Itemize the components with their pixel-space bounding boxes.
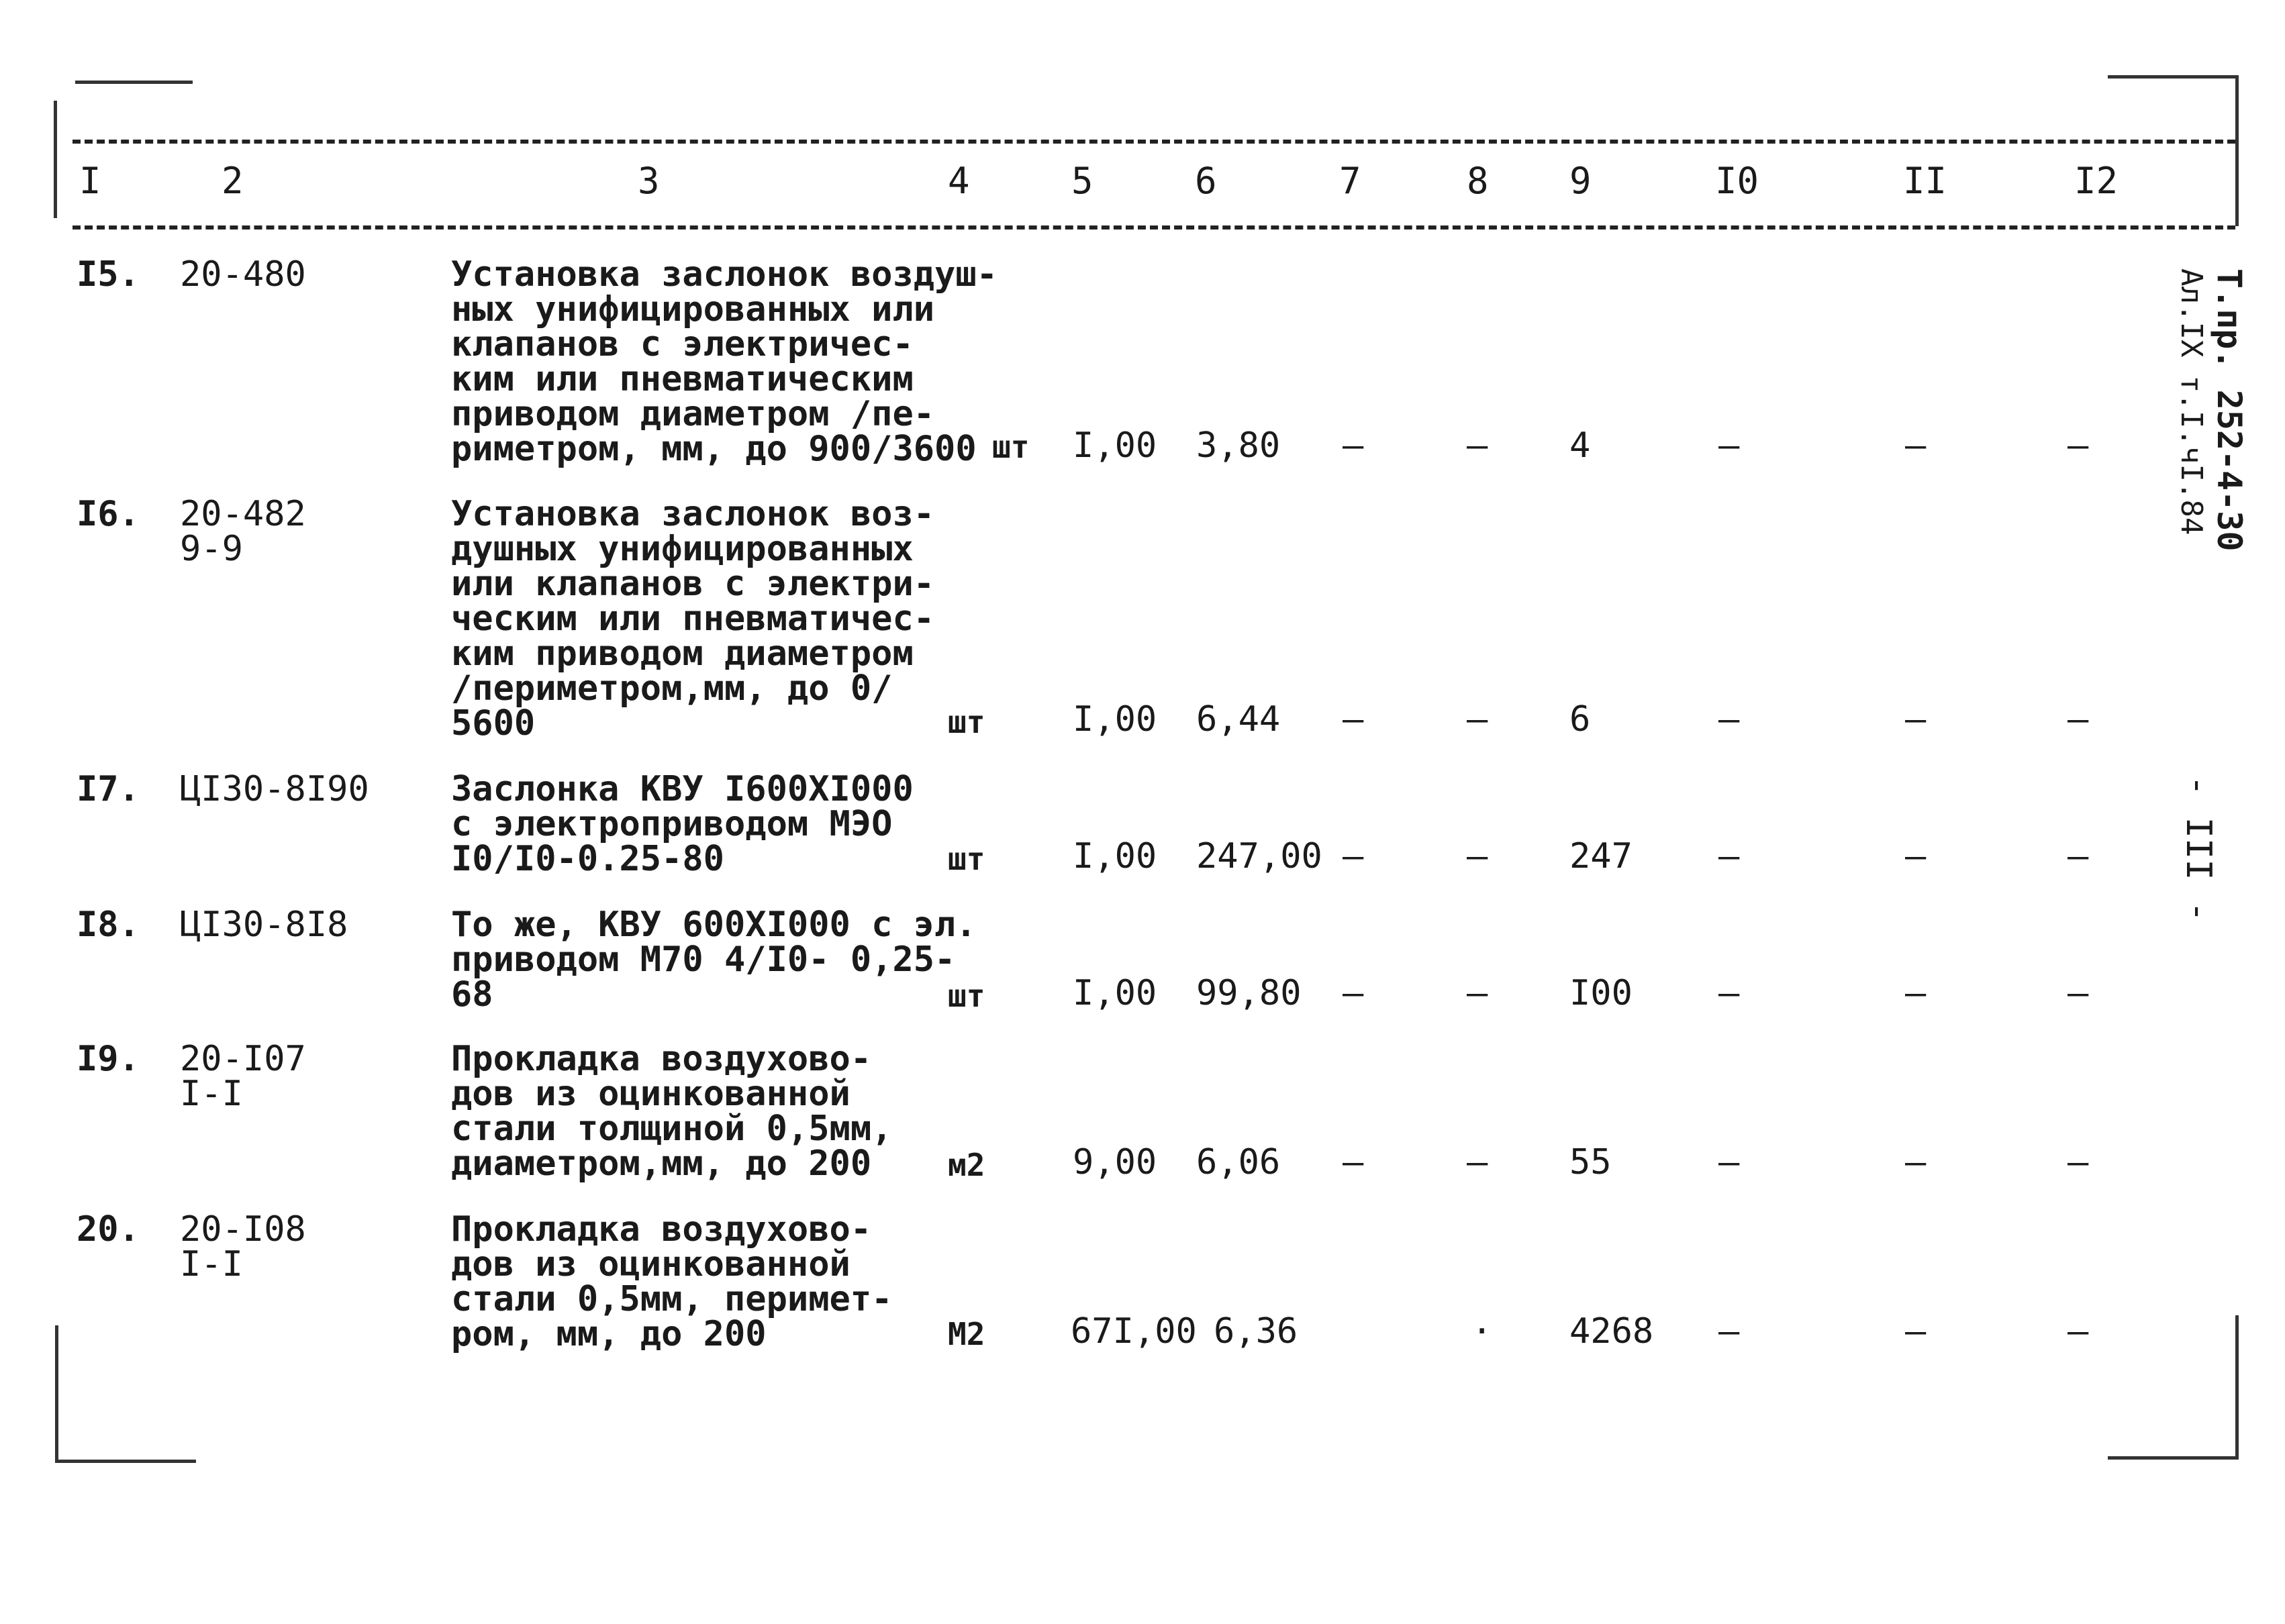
row-description: Установка заслонок воз- душных унифицированных или клапанов с электри- ческим или пневматичес- ким приводом диаметром /периметром,мм, до 0/ 5600 [451, 494, 935, 744]
row-col-5: I,00 [1073, 836, 1157, 876]
row-col-9: 55 [1569, 1142, 1612, 1182]
row-col-10: – [1718, 1142, 1740, 1182]
column-header-5: 5 [1071, 160, 1093, 202]
page-number: - III - [2178, 775, 2219, 923]
row-col-5: 9,00 [1073, 1142, 1157, 1182]
row-col-5: I,00 [1073, 425, 1157, 466]
row-unit: шт [948, 704, 985, 740]
column-header-11: II [1903, 160, 1947, 202]
row-description: Прокладка воздухово- дов из оцинкованной стали 0,5мм, перимет- ром, мм, до 200 [451, 1209, 893, 1354]
corner-mark-top-left [75, 81, 193, 84]
row-col-12: – [2068, 1311, 2089, 1352]
row-col-8: – [1467, 973, 1488, 1013]
header-bottom-rule [72, 225, 2235, 230]
column-header-3: 3 [638, 160, 660, 202]
row-col-7: – [1343, 425, 1364, 466]
corner-mark-bottom-left [55, 1325, 196, 1463]
row-col-11: – [1905, 425, 1927, 466]
row-col-5: 67I,00 [1071, 1311, 1197, 1352]
column-header-9: 9 [1569, 160, 1592, 202]
row-code: ЦI30-8I90 [180, 769, 369, 809]
corner-mark-bottom-right [2108, 1315, 2239, 1460]
row-col-9: 247 [1569, 836, 1633, 876]
row-col-11: – [1905, 973, 1927, 1013]
row-unit: М2 [948, 1316, 985, 1352]
row-code: 20-482 9-9 [180, 494, 306, 569]
row-col-6: 6,36 [1214, 1311, 1298, 1352]
row-number: I8. [77, 905, 140, 945]
row-col-11: – [1905, 1311, 1927, 1352]
row-number: I7. [77, 769, 140, 809]
column-header-8: 8 [1467, 160, 1489, 202]
column-header-7: 7 [1339, 160, 1361, 202]
row-description: Установка заслонок воздуш- ных унифицированных или клапанов с электричес- ким или пневматическим приводом диаметром /пе- риметром, мм, до 900/3600 [451, 254, 998, 469]
corner-mark-top-right [2108, 75, 2239, 226]
row-col-6: 247,00 [1196, 836, 1322, 876]
column-header-12: I2 [2074, 160, 2119, 202]
row-col-10: – [1718, 699, 1740, 740]
row-col-8: – [1467, 699, 1488, 740]
row-col-11: – [1905, 1142, 1927, 1182]
row-description: То же, КВУ 600XI000 с эл. приводом М70 4/I0- 0,25- 68 [451, 905, 977, 1015]
row-unit: шт [992, 429, 1030, 465]
row-col-11: – [1905, 836, 1927, 876]
row-col-11: – [1905, 699, 1927, 740]
row-col-7: – [1343, 1142, 1364, 1182]
column-header-4: 4 [948, 160, 970, 202]
row-col-9: 4 [1569, 425, 1591, 466]
column-header-10: I0 [1715, 160, 1759, 202]
row-col-6: 6,44 [1196, 699, 1281, 740]
row-number: I5. [77, 254, 140, 295]
column-header-1: I [79, 160, 101, 202]
header-top-rule [72, 140, 2235, 144]
row-col-7: – [1343, 699, 1364, 740]
row-col-12: – [2068, 1142, 2089, 1182]
row-col-7: – [1343, 836, 1364, 876]
row-number: I6. [77, 494, 140, 534]
row-col-6: 99,80 [1196, 973, 1302, 1013]
row-col-12: – [2068, 425, 2089, 466]
row-col-5: I,00 [1073, 699, 1157, 740]
column-header-2: 2 [222, 160, 244, 202]
row-col-6: 6,06 [1196, 1142, 1281, 1182]
row-col-6: 3,80 [1196, 425, 1281, 466]
row-code: 20-I07 I-I [180, 1039, 306, 1114]
row-col-9: 6 [1569, 699, 1591, 740]
row-col-10: – [1718, 425, 1740, 466]
column-header-6: 6 [1195, 160, 1217, 202]
row-number: I9. [77, 1039, 140, 1079]
row-description: Заслонка КВУ I600XI000 с электроприводом МЭО I0/I0-0.25-80 [451, 769, 914, 879]
row-col-8: – [1467, 1142, 1488, 1182]
corner-mark-top-left-vertical [54, 101, 57, 218]
row-code: 20-480 [180, 254, 306, 295]
row-col-9: I00 [1569, 973, 1633, 1013]
row-col-8: – [1467, 425, 1488, 466]
row-unit: шт [948, 841, 985, 877]
row-unit: м2 [948, 1147, 985, 1183]
row-code: ЦI30-8I8 [180, 905, 348, 945]
project-reference: Т.пр. 252-4-30 [2210, 268, 2249, 552]
row-col-7: – [1343, 973, 1364, 1013]
row-col-12: – [2068, 836, 2089, 876]
row-col-12: – [2068, 699, 2089, 740]
row-code: 20-I08 I-I [180, 1209, 306, 1284]
row-number: 20. [77, 1209, 140, 1250]
row-col-10: – [1718, 836, 1740, 876]
row-description: Прокладка воздухово- дов из оцинкованной стали толщиной 0,5мм, диаметром,мм, до 200 [451, 1039, 893, 1184]
row-col-10: – [1718, 1311, 1740, 1352]
row-unit: шт [948, 978, 985, 1014]
row-col-5: I,00 [1073, 973, 1157, 1013]
row-col-8: – [1467, 836, 1488, 876]
row-col-12: – [2068, 973, 2089, 1013]
row-col-10: – [1718, 973, 1740, 1013]
row-col-9: 4268 [1569, 1311, 1654, 1352]
row-col-8: · [1471, 1311, 1493, 1352]
album-reference: Ал.IX т.I.чI.84 [2174, 268, 2208, 536]
